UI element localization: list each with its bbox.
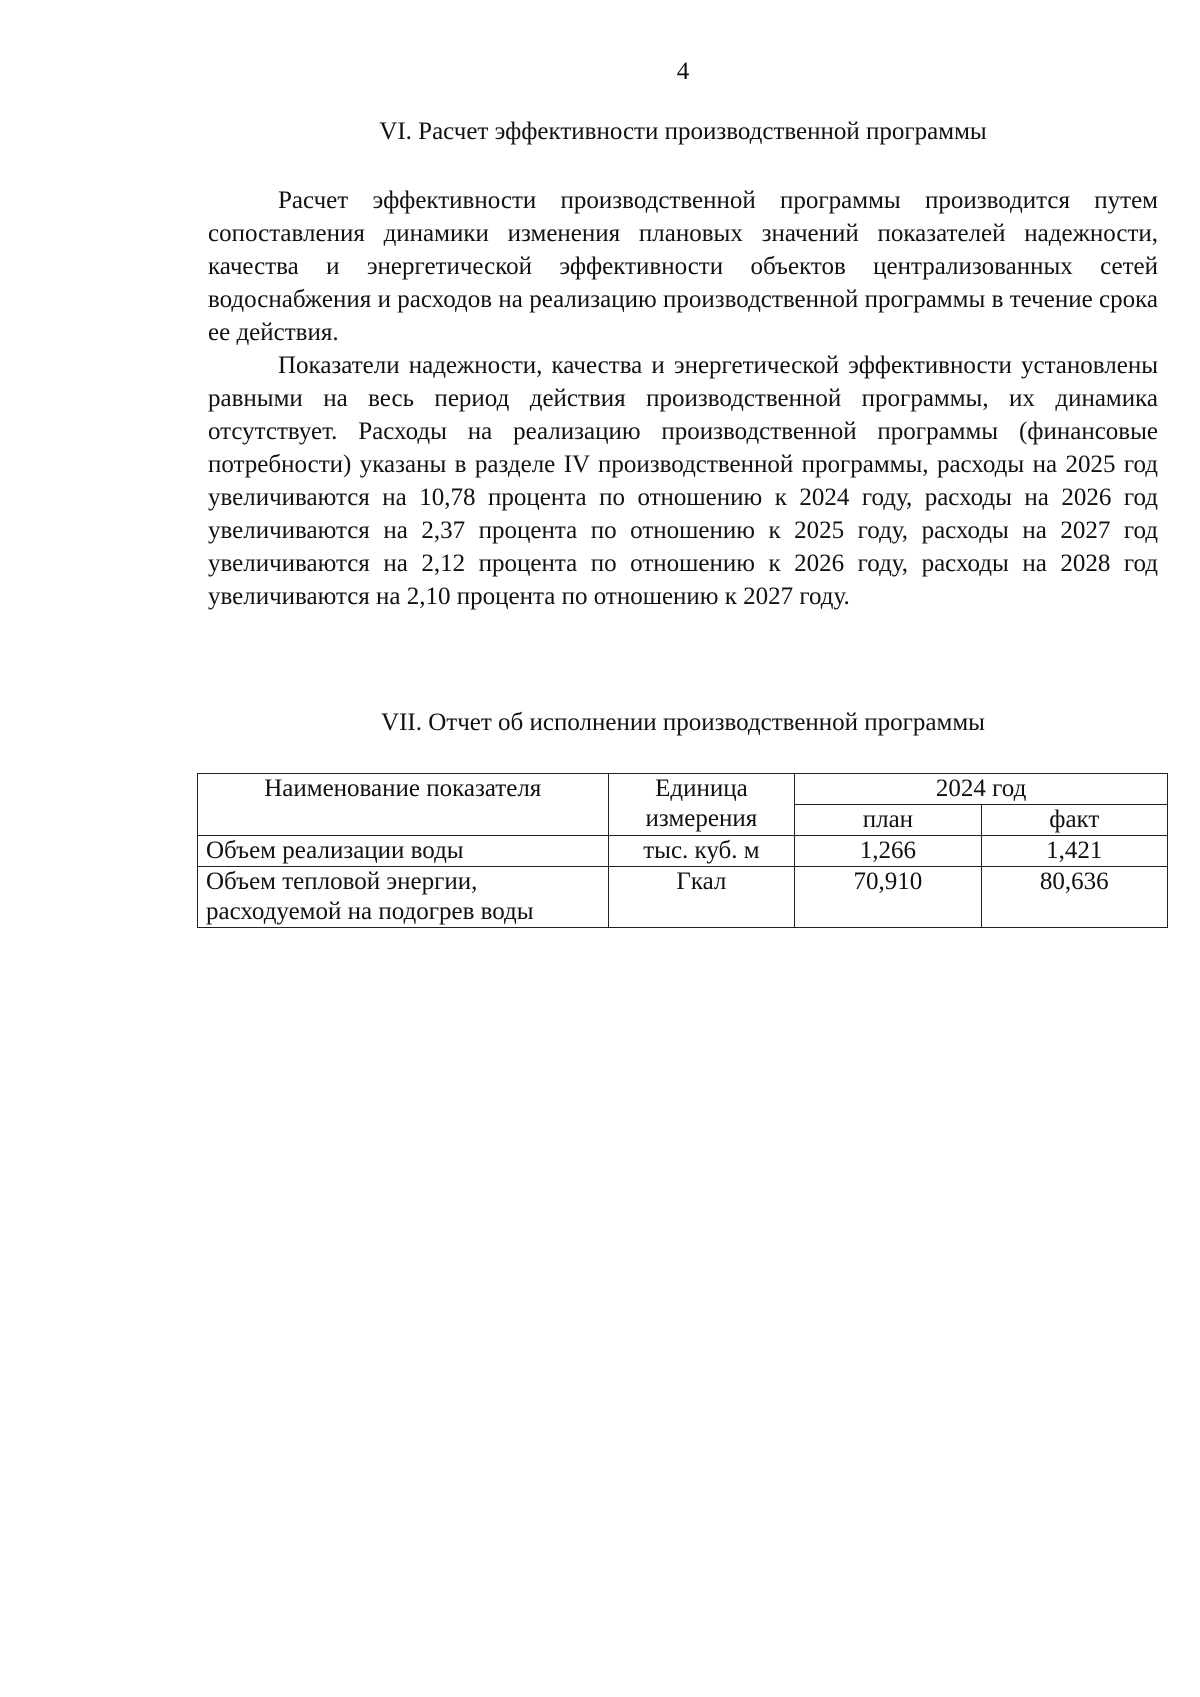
row-2-plan: 70,910 — [853, 868, 923, 895]
header-plan: план — [862, 806, 914, 833]
row-2-plan-cell — [795, 867, 981, 928]
row-2-name-cell — [198, 867, 609, 928]
table-header-row — [198, 774, 1168, 805]
section-6-body — [208, 184, 1158, 613]
header-name: Наименование показателя — [264, 775, 542, 802]
row-2-unit: Гкал — [676, 868, 727, 895]
row-2-name-line-1: Объем тепловой энергии, — [206, 868, 478, 895]
section-7-title: VII. Отчет об исполнении производственной программы — [381, 709, 985, 736]
header-unit-line-1: Единица — [655, 775, 748, 802]
row-2-name-line-2: расходуемой на подогрев воды — [206, 898, 534, 925]
row-1-fact: 1,421 — [1046, 837, 1103, 864]
report-table — [197, 773, 1168, 928]
row-1-name: Объем реализации воды — [206, 837, 464, 864]
section-6-title: VI. Расчет эффективности производственной программы — [379, 118, 987, 145]
header-year: 2024 год — [935, 775, 1027, 802]
section-6-paragraph-2: Показатели надежности, качества и энергетической эффективности установлены равными на весь период действия производственной программы, их динамика отсутствует. Расходы на реализацию производственной программы (финансовые потребности) указаны в разделе IV производственной программы, расходы на 2025 год увеличиваются на 10,78 процента по отношению к 2024 году, расходы на 2026 год увеличиваются на 2,37 процента по отношению к 2025 году, расходы на 2027 год увеличиваются на 2,12 процента по отношению к 2026 году, расходы на 2028 год увеличиваются на 2,10 процента по отношению к 2027 году. — [208, 352, 1158, 610]
header-name-cell — [198, 774, 609, 836]
row-1-plan: 1,266 — [859, 837, 917, 864]
header-unit-line-2: измерения — [645, 805, 758, 832]
header-fact-cell — [981, 805, 1167, 836]
row-1-plan-cell — [795, 836, 981, 867]
table-row — [198, 867, 1168, 928]
page-number: 4 — [676, 58, 690, 85]
row-2-fact: 80,636 — [1039, 868, 1109, 895]
header-unit-cell — [608, 774, 795, 836]
table-row — [198, 836, 1168, 867]
header-fact: факт — [1049, 806, 1100, 833]
row-2-fact-cell — [981, 867, 1167, 928]
row-1-name-cell — [198, 836, 609, 867]
header-plan-cell — [795, 805, 981, 836]
row-1-unit-cell — [608, 836, 795, 867]
row-2-unit-cell — [608, 867, 795, 928]
header-year-cell — [795, 774, 1168, 805]
row-1-unit: тыс. куб. м — [643, 837, 760, 864]
section-6-paragraph-1: Расчет эффективности производственной программы производится путем сопоставления динамики изменения плановых значений показателей надежности, качества и энергетической эффективности объектов централизованных сетей водоснабжения и расходов на реализацию производственной программы в течение срока ее действия. — [208, 187, 1158, 346]
row-1-fact-cell — [981, 836, 1167, 867]
